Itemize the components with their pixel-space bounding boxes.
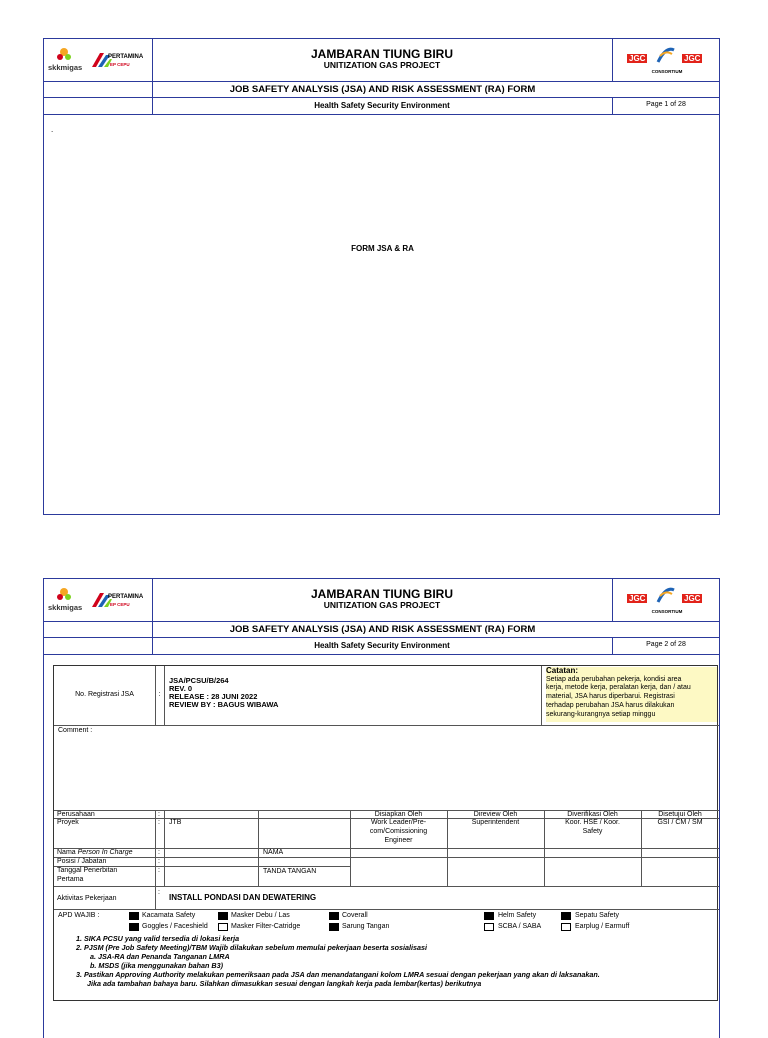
project-subtitle: UNITIZATION GAS PROJECT <box>323 600 441 610</box>
jgc-logo-1: JGC <box>629 54 646 63</box>
perusahaan-colon: : <box>158 811 160 818</box>
catatan-title: Catatan: <box>546 666 579 675</box>
jgc-logo-2: JGC <box>684 594 701 603</box>
form-title: JOB SAFETY ANALYSIS (JSA) AND RISK ASSESSMENT (RA) FORM <box>229 624 536 635</box>
apd-label-scba: SCBA / SABA <box>498 923 542 930</box>
reg-line-1: JSA/PCSU/B/264 <box>169 676 229 685</box>
note-2: 2. PJSM (Pre Job Safety Meeting)/TBM Wajib dilakukan sebelum memulai pekerjaan beserta sosialisasi <box>76 943 427 952</box>
apd-label-sepatu: Sepatu Safety <box>575 912 619 919</box>
apd-checkbox-masker-debu[interactable] <box>218 912 228 920</box>
diverifikasi-value-2: Safety <box>582 828 603 835</box>
skkmigas-text: skkmigas <box>48 603 83 612</box>
apd-label-sarung: Sarung Tangan <box>342 923 390 930</box>
direview-value: Superintendent <box>471 819 520 826</box>
apd-checkbox-sepatu[interactable] <box>561 912 571 920</box>
apd-label-masker-filter: Masker Filter-Catridge <box>231 923 301 930</box>
nama-pic-prefix: Nama <box>57 849 76 856</box>
pertamina-text: PERTAMINA <box>108 594 144 600</box>
disiapkan-value-2: com/Comissioning <box>369 828 428 835</box>
jgc-logo-1: JGC <box>629 594 646 603</box>
department: Health Safety Security Environment <box>314 641 450 650</box>
diverifikasi-value-1: Koor. HSE / Koor. <box>565 819 620 826</box>
consortium-text: CONSORTIUM <box>651 609 683 614</box>
disiapkan-value-3: Engineer <box>384 837 413 844</box>
apd-label-helm: Helm Safety <box>498 912 537 919</box>
apd-checkbox-masker-filter[interactable] <box>218 923 228 931</box>
apd-checkbox-helm[interactable] <box>484 912 494 920</box>
tanggal-label-1: Tanggal Penerbitan <box>57 867 118 874</box>
apd-checkbox-scba[interactable] <box>484 923 494 931</box>
aktivitas-value: INSTALL PONDASI DAN DEWATERING <box>169 893 317 902</box>
nama-pic-colon: : <box>158 849 160 856</box>
note-2b: b. MSDS (jika menggunakan bahan B3) <box>90 961 223 970</box>
proyek-colon: : <box>158 819 160 826</box>
disiapkan-value-1: Work Leader/Pre- <box>370 819 427 826</box>
catatan-line-3: material, JSA harus diperbarui. Registrasi <box>546 693 675 701</box>
reg-line-4: REVIEW BY : BAGUS WIBAWA <box>169 700 279 709</box>
aktivitas-label: Aktivitas Pekerjaan <box>57 895 117 902</box>
nama-pic-label <box>57 849 133 856</box>
tanggal-colon: : <box>158 867 160 874</box>
note-3-cont: Jika ada tambahan bahaya baru. Silahkan dimasukkan sesuai dengan langkah kerja pada lembar(kertas) berikutnya <box>87 979 482 988</box>
logo-pertamina <box>92 53 152 73</box>
department: Health Safety Security Environment <box>314 101 450 110</box>
consortium-text: CONSORTIUM <box>651 69 683 74</box>
logo-pertamina <box>92 593 152 613</box>
apd-checkbox-earplug[interactable] <box>561 923 571 931</box>
proyek-value: JTB <box>169 819 182 826</box>
nama-label: NAMA <box>263 849 284 856</box>
project-subtitle: UNITIZATION GAS PROJECT <box>323 60 441 70</box>
catatan-line-2: kerja, metode kerja, peralatan kerja, dan / atau <box>546 684 691 692</box>
catatan-line-1: Setiap ada perubahan pekerja, kondisi area <box>546 675 682 683</box>
pertamina-sub-text: EP CEPU <box>110 602 130 607</box>
jsa-form-grid <box>53 665 718 1001</box>
catatan-line-4: terhadap perubahan JSA harus dilakukan <box>546 701 675 709</box>
note-2a: a. JSA-RA dan Penanda Tanganan LMRA <box>90 952 230 961</box>
disetujui-value: GSI / CM / SM <box>657 819 703 826</box>
tanda-tangan-label: TANDA TANGAN <box>263 868 317 875</box>
note-1: 1. SIKA PCSU yang valid tersedia di lokasi kerja <box>76 934 240 943</box>
apd-checkbox-kacamata[interactable] <box>129 912 139 920</box>
reg-label: No. Registrasi JSA <box>75 691 134 698</box>
project-title: JAMBARAN TIUNG BIRU <box>311 587 453 601</box>
page-number: Page 2 of 28 <box>646 641 686 648</box>
project-title: JAMBARAN TIUNG BIRU <box>311 47 453 61</box>
reg-line-3: RELEASE : 28 JUNI 2022 <box>169 692 258 701</box>
disiapkan-header: Disiapkan Oleh <box>374 811 423 818</box>
logo-jgc-consortium <box>624 42 714 78</box>
page-number: Page 1 of 28 <box>646 101 686 108</box>
pertamina-text: PERTAMINA <box>108 54 144 60</box>
nama-pic-italic: Person In Charge <box>77 849 133 856</box>
page-2 <box>43 578 720 1038</box>
apd-label: APD WAJIB : <box>58 912 100 919</box>
apd-checkbox-goggles[interactable] <box>129 923 139 931</box>
diverifikasi-header: Diverifikasi Oleh <box>567 811 618 818</box>
disetujui-header: Disetujui Oleh <box>658 811 702 818</box>
apd-label-masker-debu: Masker Debu / Las <box>231 912 290 919</box>
apd-label-goggles: Goggles / Faceshield <box>142 923 208 930</box>
comment-label: Comment : <box>58 727 93 734</box>
posisi-label: Posisi / Jabatan <box>57 858 107 865</box>
aktivitas-colon: : <box>158 889 160 896</box>
page-1 <box>43 38 720 515</box>
apd-label-coverall: Coverall <box>342 912 368 919</box>
apd-checkbox-sarung[interactable] <box>329 923 339 931</box>
reg-colon: : <box>158 691 161 698</box>
catatan-line-5: sekurang-kurangnya setiap minggu <box>546 710 656 718</box>
tanggal-label-2: Pertama <box>57 876 84 883</box>
perusahaan-label: Perusahaan <box>57 811 95 818</box>
apd-checkbox-coverall[interactable] <box>329 912 339 920</box>
skkmigas-text: skkmigas <box>48 63 83 72</box>
form-title: JOB SAFETY ANALYSIS (JSA) AND RISK ASSESSMENT (RA) FORM <box>229 84 536 95</box>
posisi-colon: : <box>158 858 160 865</box>
apd-label-kacamata: Kacamata Safety <box>142 912 196 919</box>
dot-mark: . <box>51 125 54 134</box>
reg-line-2: REV. 0 <box>169 684 193 693</box>
form-body-title: FORM JSA & RA <box>351 244 414 253</box>
pertamina-sub-text: EP CEPU <box>110 62 130 67</box>
direview-header: Direview Oleh <box>473 811 518 818</box>
apd-label-earplug: Earplug / Earmuff <box>575 923 630 930</box>
note-3: 3. Pastikan Approving Authority melakukan pemeriksaan pada JSA dan menandatangani kolom LMRA sesuai dengan pekerjaan yang akan di laksanakan. <box>76 970 600 979</box>
jgc-logo-2: JGC <box>684 54 701 63</box>
catatan-note <box>546 667 717 722</box>
logo-jgc-consortium <box>624 582 714 618</box>
proyek-label: Proyek <box>57 819 79 826</box>
